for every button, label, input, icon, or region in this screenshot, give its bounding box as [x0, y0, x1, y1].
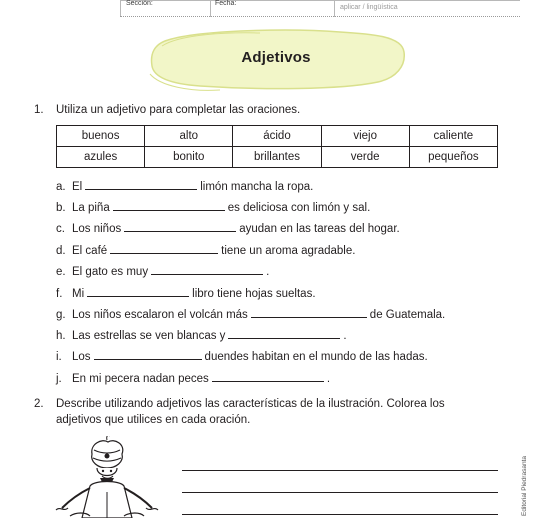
item-text-after: limón mancha la ropa. [200, 181, 314, 193]
item-text-after: tiene un aroma agradable. [221, 245, 356, 257]
word-bank-cell: verde [321, 147, 409, 168]
page-title: Adjetivos [241, 49, 311, 66]
word-bank-row [57, 126, 498, 147]
word-bank-cell: bonito [145, 147, 233, 168]
fill-in-blank[interactable] [110, 242, 218, 254]
word-bank-cell: alto [145, 126, 233, 147]
item-letter: c. [56, 223, 65, 235]
header-top-line [120, 0, 520, 1]
item-letter: g. [56, 309, 66, 321]
item-text-after: ayudan en las tareas del hogar. [239, 223, 400, 235]
answer-line[interactable] [182, 492, 498, 493]
answer-line[interactable] [182, 514, 498, 515]
fill-in-blank[interactable] [85, 178, 197, 190]
genie-illustration [50, 436, 165, 518]
sentence-item-h [56, 327, 347, 343]
item-text-after: . [326, 373, 331, 385]
word-bank-table [56, 125, 498, 168]
sentence-item-d [56, 242, 355, 258]
fill-in-blank[interactable] [87, 285, 189, 297]
fill-in-blank[interactable] [228, 327, 340, 339]
section-label: Sección: [126, 0, 153, 7]
word-bank-cell: buenos [57, 126, 145, 147]
header-divider [120, 0, 121, 17]
item-text-before: La piña [72, 202, 110, 214]
item-letter: h. [56, 330, 66, 342]
sentence-item-a [56, 178, 313, 194]
sentence-item-b [56, 199, 370, 215]
publisher-credit: Editorial Piedrasanta [521, 456, 528, 516]
word-bank-cell: azules [57, 147, 145, 168]
item-text-before: Los niños [72, 223, 122, 235]
fill-in-blank[interactable] [113, 199, 225, 211]
word-bank-cell: viejo [321, 126, 409, 147]
item-letter: j. [56, 373, 62, 385]
exercise-2-number: 2. [34, 398, 44, 410]
sentence-item-c [56, 220, 400, 236]
answer-line[interactable] [182, 470, 498, 471]
sentence-item-e [56, 263, 269, 279]
item-text-after: libro tiene hojas sueltas. [192, 288, 316, 300]
item-text-after: es deliciosa con limón y sal. [227, 202, 371, 214]
exercise-2-instruction-line1: Describe utilizando adjetivos las características de la ilustración. Colorea los [56, 398, 445, 410]
item-letter: e. [56, 266, 66, 278]
sentence-item-f [56, 285, 316, 301]
item-letter: a. [56, 181, 66, 193]
fill-in-blank[interactable] [212, 370, 324, 382]
item-letter: b. [56, 202, 66, 214]
fill-in-blank[interactable] [124, 220, 236, 232]
item-text-after: duendes habitan en el mundo de las hadas. [204, 351, 428, 363]
item-text-before: Los [72, 351, 91, 363]
item-text-before: El gato es muy [72, 266, 149, 278]
intelligence-sub-label: aplicar / lingüística [340, 4, 398, 11]
item-text-after: . [266, 266, 270, 278]
header-divider [210, 0, 211, 17]
sentence-item-j [56, 370, 330, 386]
item-text-before: Mi [72, 288, 85, 300]
item-text-after: de Guatemala. [369, 309, 446, 321]
item-text-before: En mi pecera nadan peces [72, 373, 209, 385]
word-bank-cell: ácido [233, 126, 321, 147]
exercise-2-instruction-line2: adjetivos que utilices en cada oración. [56, 414, 251, 426]
item-letter: d. [56, 245, 66, 257]
title-banner [140, 26, 412, 96]
word-bank-cell: caliente [409, 126, 497, 147]
header-dotted-line [120, 16, 520, 17]
item-letter: i. [56, 351, 62, 363]
exercise-1-number: 1. [34, 104, 44, 116]
fill-in-blank[interactable] [151, 263, 263, 275]
exercise-1-instruction: Utiliza un adjetivo para completar las oraciones. [56, 104, 301, 116]
header-divider [334, 0, 335, 17]
genie-with-turban-icon [50, 436, 165, 518]
item-text-after: . [343, 330, 347, 342]
word-bank-cell: brillantes [233, 147, 321, 168]
sentence-item-g [56, 306, 445, 322]
item-text-before: El [72, 181, 83, 193]
word-bank-row [57, 147, 498, 168]
item-text-before: Las estrellas se ven blancas y [72, 330, 226, 342]
word-bank-cell: pequeños [409, 147, 497, 168]
sentence-item-i [56, 348, 428, 364]
fill-in-blank[interactable] [251, 306, 367, 318]
fill-in-blank[interactable] [94, 348, 202, 360]
item-text-before: El café [72, 245, 108, 257]
item-letter: f. [56, 288, 63, 300]
date-label: Fecha: [215, 0, 237, 7]
item-text-before: Los niños escalaron el volcán más [72, 309, 248, 321]
worksheet-header [0, 0, 550, 18]
